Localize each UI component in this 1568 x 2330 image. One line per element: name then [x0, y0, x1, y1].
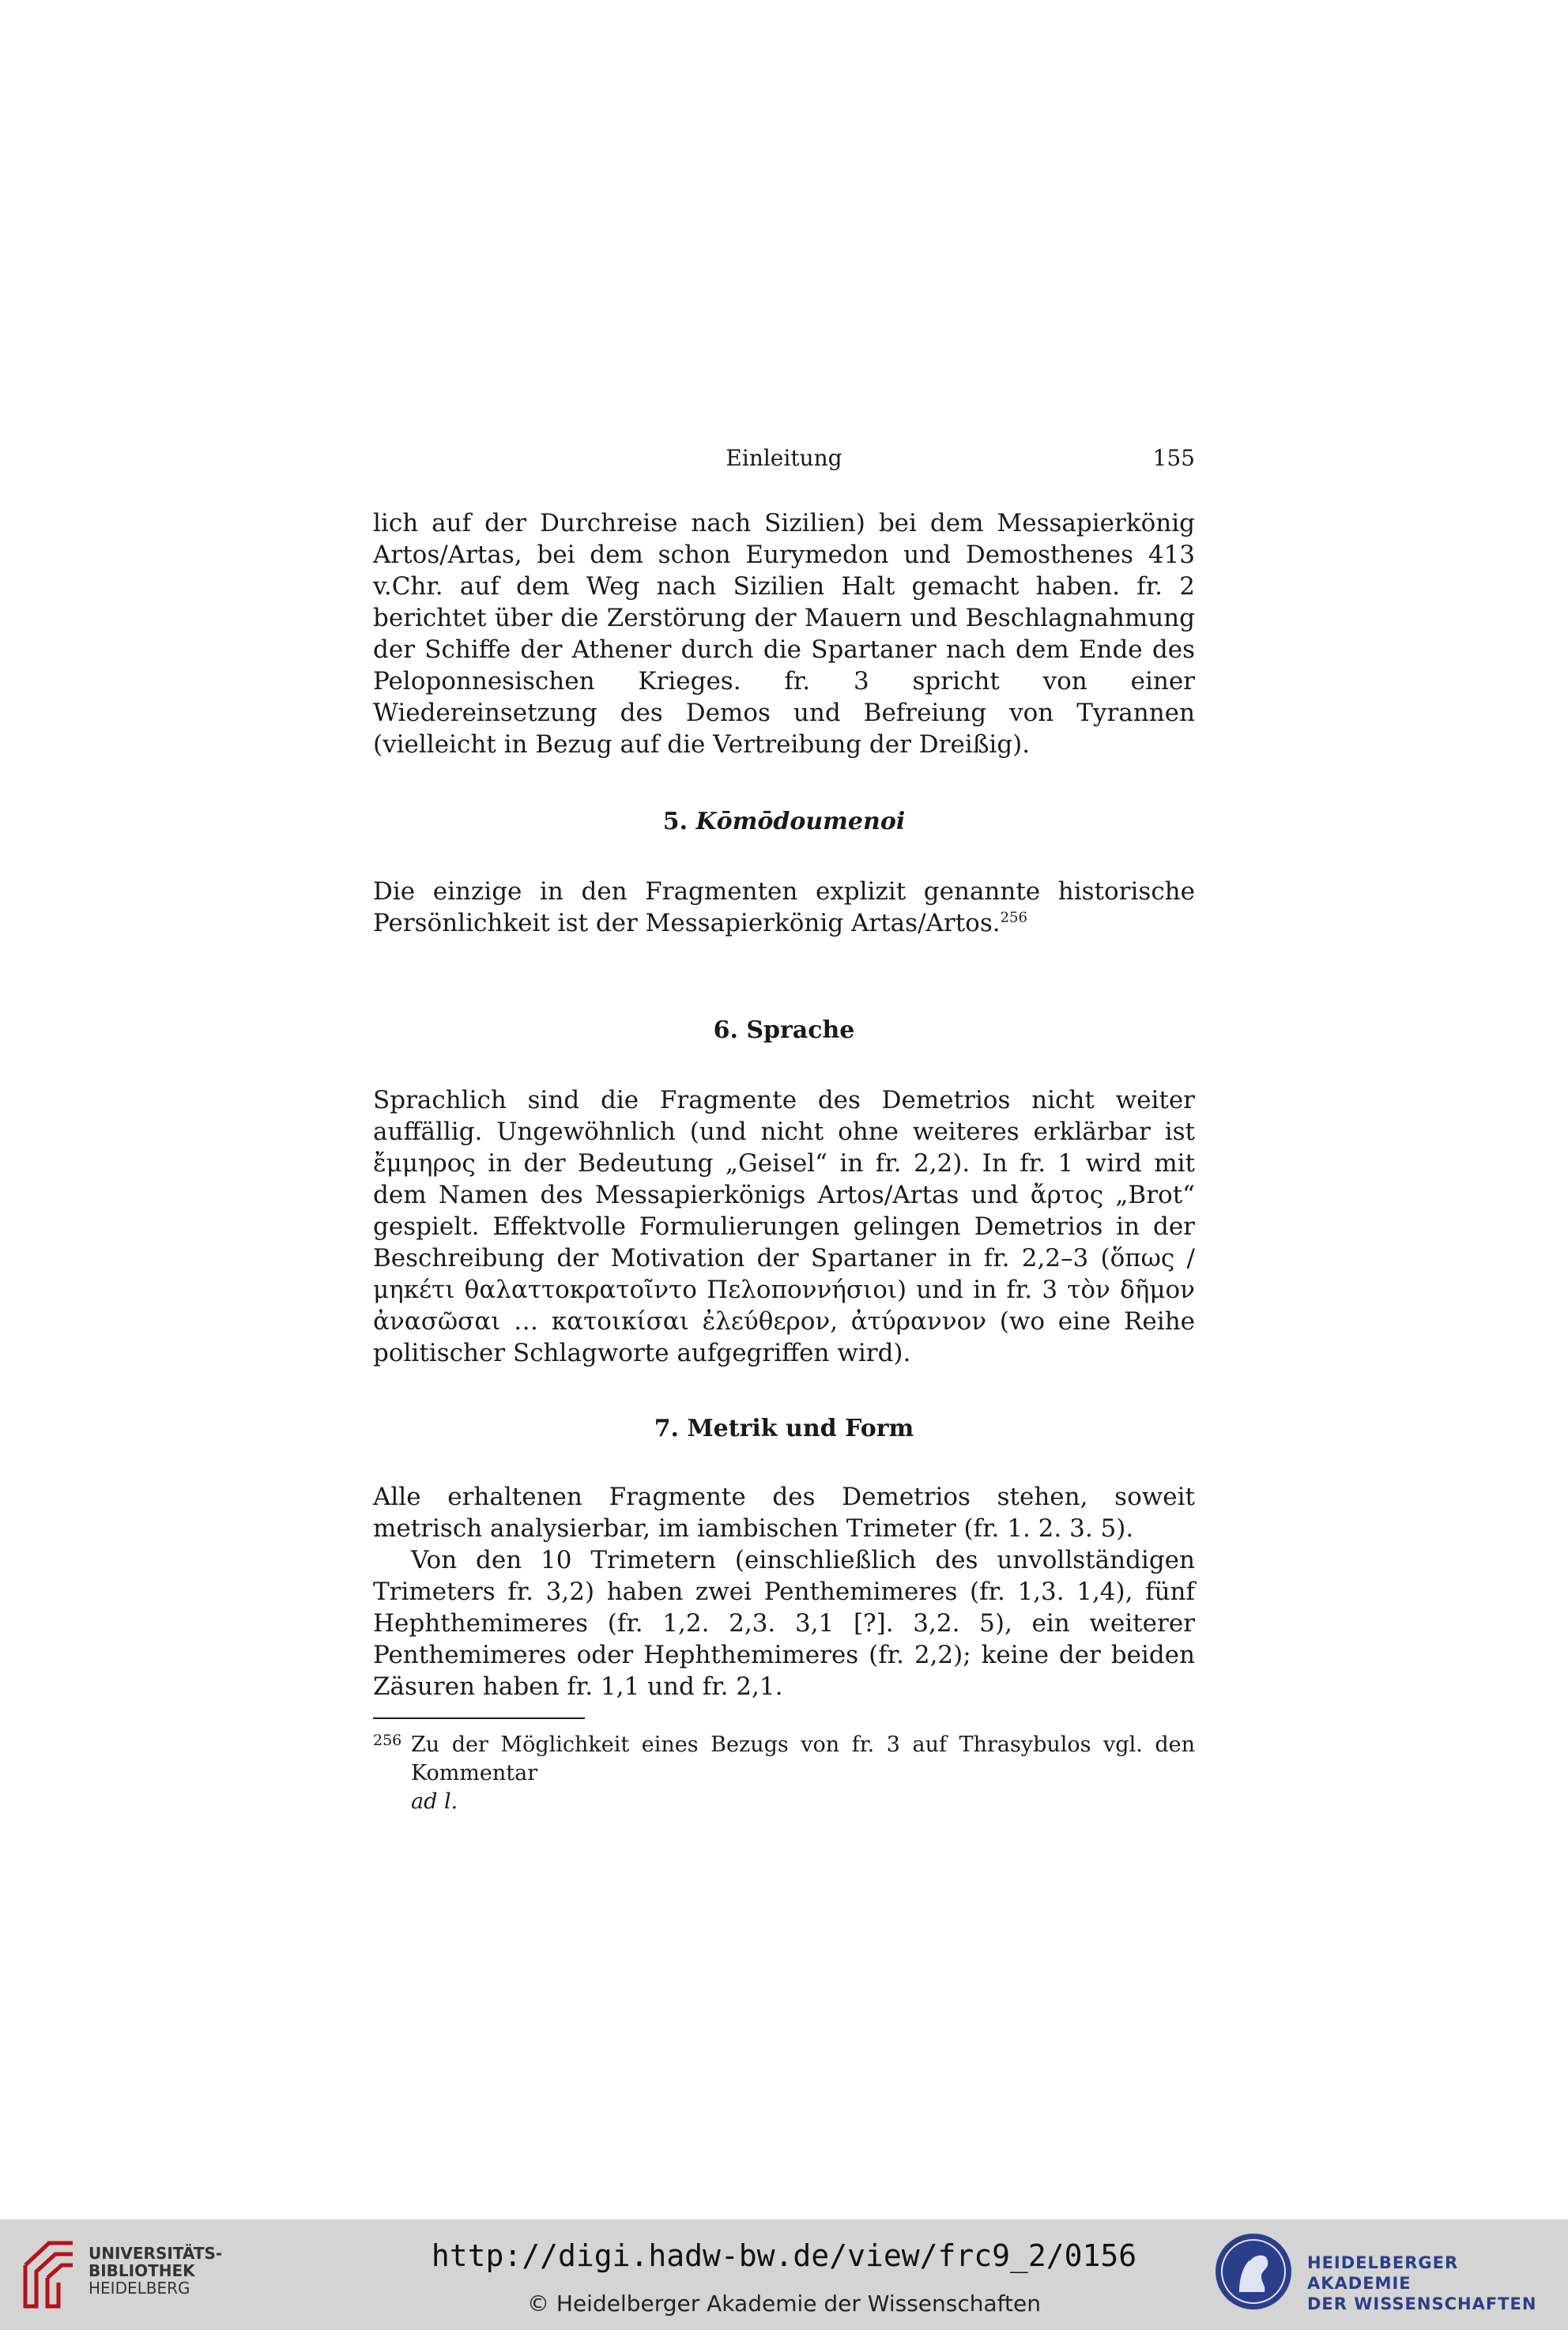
paragraph-5: Von den 10 Trimetern (einschließlich des unvollständigen Trimeters fr. 3,2) haben zwei Penthemimeres (fr. 1,3. 1,4), fünf Hephthemimeres (fr. 1,2. 2,3. 3,1 [?]. 3,2. 5), ein weiterer Penthemimeres oder Hephthemimeres (fr. 2,2); keine der beiden Zäsuren haben fr. 1,1 und fr. 2,1.	[373, 1546, 1195, 1701]
footnote	[373, 1731, 1195, 1816]
paragraph-3: Sprachlich sind die Fragmente des Demetrios nicht weiter auffällig. Ungewöhnlich (und nicht ohne weiteres erklärbar ist ἔμμηρος in der Bedeutung „Geisel“ in fr. 2,2). In fr. 1 wird mit dem Namen des Messapierkönigs Artos/Artas und ἄρτος „Brot“ gespielt. Effektvolle Formulierungen gelingen Demetrios in der Beschreibung der Motivation der Spartaner in fr. 2,2–3 (ὅπως / μηκέτι θαλαττοκρατοῖντο Πελοποννήσιοι) und in fr. 3 τὸν δῆμον ἀνασῶσαι … κατοικίσαι ἐλεύθερον, ἀτύραννον (wo eine Reihe politischer Schlagworte aufgegriffen wird).	[373, 1086, 1195, 1367]
running-head	[373, 445, 1195, 480]
section-5-number: 5.	[662, 808, 688, 835]
academy-line-2: DER WISSENSCHAFTEN	[1307, 2294, 1537, 2313]
paragraph-3-block	[373, 1084, 1195, 1369]
section-5-heading	[373, 806, 1195, 838]
section-5-heading-block	[373, 806, 1195, 838]
section-5-title: Kōmōdoumenoi	[695, 808, 906, 835]
section-7-heading: 7. Metrik und Form	[654, 1415, 914, 1442]
paragraph-2-text: Die einzige in den Fragmenten explizit genannte historische Persönlichkeit ist der Messapierkönig Artas/Artos.	[373, 877, 1195, 937]
ub-line-3: HEIDELBERG	[89, 2279, 190, 2298]
footnote-reference[interactable]: 256	[1000, 909, 1027, 926]
copyright-notice: © Heidelberger Akademie der Wissenschaften	[526, 2290, 1041, 2317]
paragraph-1-block	[373, 507, 1195, 760]
paragraph-2	[373, 876, 1195, 939]
section-6-heading-block	[373, 1015, 1195, 1046]
paragraph-2-block	[373, 876, 1195, 939]
section-7-heading-block	[373, 1413, 1195, 1445]
academy-name	[1307, 2253, 1568, 2314]
academy-line-1: HEIDELBERGER AKADEMIE	[1307, 2253, 1459, 2293]
ub-line-2: BIBLIOTHEK	[89, 2261, 195, 2280]
paragraph-4: Alle erhaltenen Fragmente des Demetrios stehen, soweit metrisch analysierbar, im iambischen Trimeter (fr. 1. 2. 3. 5).	[373, 1483, 1195, 1543]
paragraph-1: lich auf der Durchreise nach Sizilien) bei dem Messapierkönig Artos/Artas, bei dem schon Eurymedon und Demosthenes 413 v.Chr. auf dem Weg nach Sizilien Halt gemacht haben. fr. 2 berichtet über die Zerstörung der Mauern und Beschlagnahmung der Schiffe der Athener durch die Spartaner nach dem Ende des Peloponnesischen Krieges. fr. 3 spricht von einer Wiedereinsetzung des Demos und Befreiung von Tyrannen (vielleicht in Bezug auf die Vertreibung der Dreißig).	[373, 509, 1195, 759]
page-number: 155	[1152, 445, 1195, 471]
section-6-heading: 6. Sprache	[713, 1016, 855, 1044]
footer-bar	[0, 2219, 1568, 2330]
running-head-title: Einleitung	[726, 445, 842, 471]
permalink-url[interactable]: http://digi.hadw-bw.de/view/frc9_2/0156	[431, 2238, 1137, 2273]
footnote-ref: ad l.	[411, 1789, 458, 1814]
academy-seal-icon[interactable]	[1212, 2230, 1295, 2313]
footnote-divider	[373, 1717, 585, 1719]
footnote-text: Zu der Möglichkeit eines Bezugs von fr. 3 auf Thrasybulos vgl. den Kommentar	[411, 1732, 1195, 1785]
ub-line-1: UNIVERSITÄTS-	[89, 2244, 223, 2263]
paragraph-4-block	[373, 1481, 1195, 1702]
footnote-number: 256	[373, 1732, 402, 1749]
